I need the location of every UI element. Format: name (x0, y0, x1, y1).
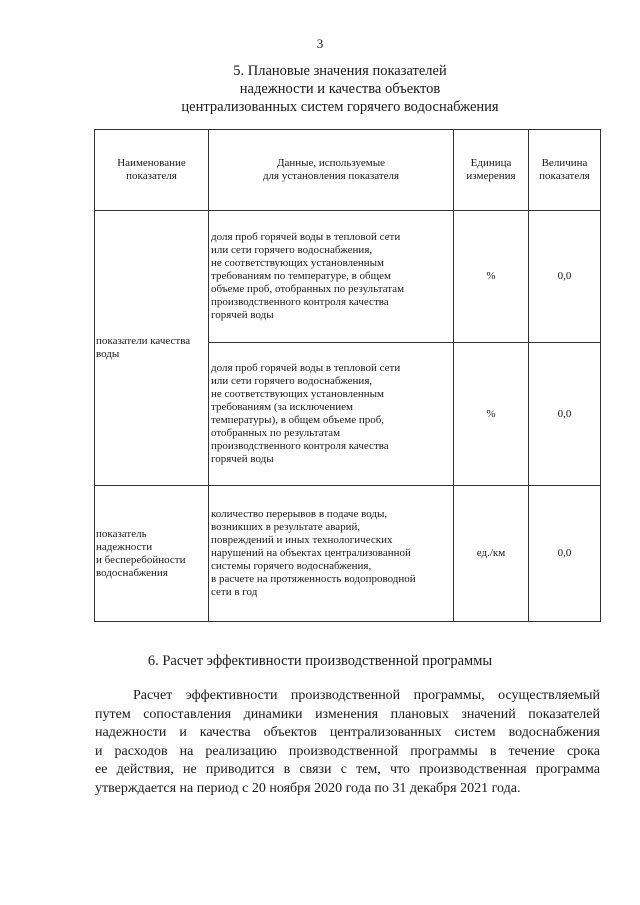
section-5-title-line: надежности и качества объектов (239, 81, 441, 97)
header-indicator-name (95, 130, 209, 211)
indicator-data-text: или сети горячего водоснабжения, (211, 244, 373, 256)
table-row (95, 211, 601, 343)
indicator-data-text: горячей воды (211, 453, 274, 465)
paragraph-line: путем сопоставления динамики изменения плановых значений показателей (95, 706, 600, 722)
header-text: Данные, используемые (276, 157, 386, 169)
indicator-unit-cell: % (454, 211, 529, 343)
indicator-data-text: не соответствующих установленным (211, 257, 384, 269)
header-text: показателя (539, 170, 590, 182)
indicator-data-text: сети в год (211, 586, 258, 598)
paragraph-line: и расходов на реализацию производственной программы в течение срока (95, 743, 600, 759)
indicator-data-text: температуры), в общем объеме проб, (211, 414, 385, 426)
indicator-data-text: требованиям по температуре, в общем (211, 270, 391, 282)
header-text: Величина (541, 157, 588, 169)
header-text: показателя (126, 170, 177, 182)
paragraph-line: утверждается на период с 20 ноября 2020 года по 31 декабря 2021 года. (95, 780, 521, 796)
indicator-data-text: возникших в результате аварий, (211, 521, 361, 533)
indicator-name-text: воды (96, 348, 120, 360)
header-text: измерения (466, 170, 516, 182)
indicator-data-text: отобранных по результатам (211, 427, 341, 439)
page-number: 3 (316, 36, 324, 51)
indicator-data-text: или сети горячего водоснабжения, (211, 375, 373, 387)
table-row (95, 486, 601, 622)
indicator-data-text: количество перерывов в подаче воды, (211, 508, 388, 520)
indicator-data-text: системы горячего водоснабжения, (211, 560, 372, 572)
paragraph-line: надежности и качества объектов централизованных систем водоснабжения (95, 725, 600, 740)
indicator-data-cell (209, 343, 454, 486)
indicator-name-text: показатель (96, 527, 147, 540)
indicator-name-text: водоснабжения (96, 566, 168, 579)
paragraph-line: ее действия, не приводится в связи с тем, что производственная программа (95, 762, 600, 777)
indicator-name-text: показатели качества (96, 335, 191, 347)
header-text: для установления показателя (262, 170, 400, 182)
indicator-data-cell (209, 486, 454, 622)
section-5-title (60, 62, 620, 116)
section-6-paragraph (95, 687, 600, 798)
indicator-data-text: горячей воды (211, 309, 274, 321)
paragraph-line: Расчет эффективности производственной программы, осуществляемый (133, 688, 600, 703)
header-data-used (209, 130, 454, 211)
indicator-value-cell: 0,0 (529, 486, 601, 622)
indicator-data-cell (209, 211, 454, 343)
indicator-unit-cell: ед./км (454, 486, 529, 622)
header-value (529, 130, 601, 211)
header-text: Единица (470, 157, 512, 169)
indicator-value-cell: 0,0 (529, 211, 601, 343)
section-6-title: 6. Расчет эффективности производственной программы (147, 653, 493, 669)
indicator-data-text: производственного контроля качества (211, 440, 389, 452)
indicator-data-text: доля проб горячей воды в тепловой сети (211, 231, 401, 243)
indicator-unit-cell: % (454, 343, 529, 486)
indicator-data-text: нарушений на объектах централизованной (211, 547, 411, 559)
indicator-data-text: повреждений и иных технологических (211, 534, 393, 546)
indicators-table (94, 129, 601, 622)
indicator-data-text: производственного контроля качества (211, 296, 389, 308)
indicator-value-cell: 0,0 (529, 343, 601, 486)
header-text: Наименование (117, 157, 186, 169)
indicator-data-text: не соответствующих установленным (211, 388, 384, 400)
section-5-title-line: 5. Плановые значения показателей (233, 63, 447, 79)
indicator-name-cell (95, 486, 209, 622)
indicator-name-text: надежности (96, 540, 153, 553)
header-unit (454, 130, 529, 211)
section-5-title-line: централизованных систем горячего водоснабжения (181, 99, 499, 115)
indicator-data-text: доля проб горячей воды в тепловой сети (211, 362, 401, 374)
indicator-name-text: и бесперебойности (96, 553, 186, 566)
indicator-data-text: объеме проб, отобранных по результатам (211, 283, 405, 295)
indicator-data-text: в расчете на протяженность водопроводной (211, 573, 416, 585)
indicator-data-text: требованиям (за исключением (211, 401, 353, 413)
indicator-name-cell (95, 211, 209, 486)
table-header-row (95, 130, 601, 211)
